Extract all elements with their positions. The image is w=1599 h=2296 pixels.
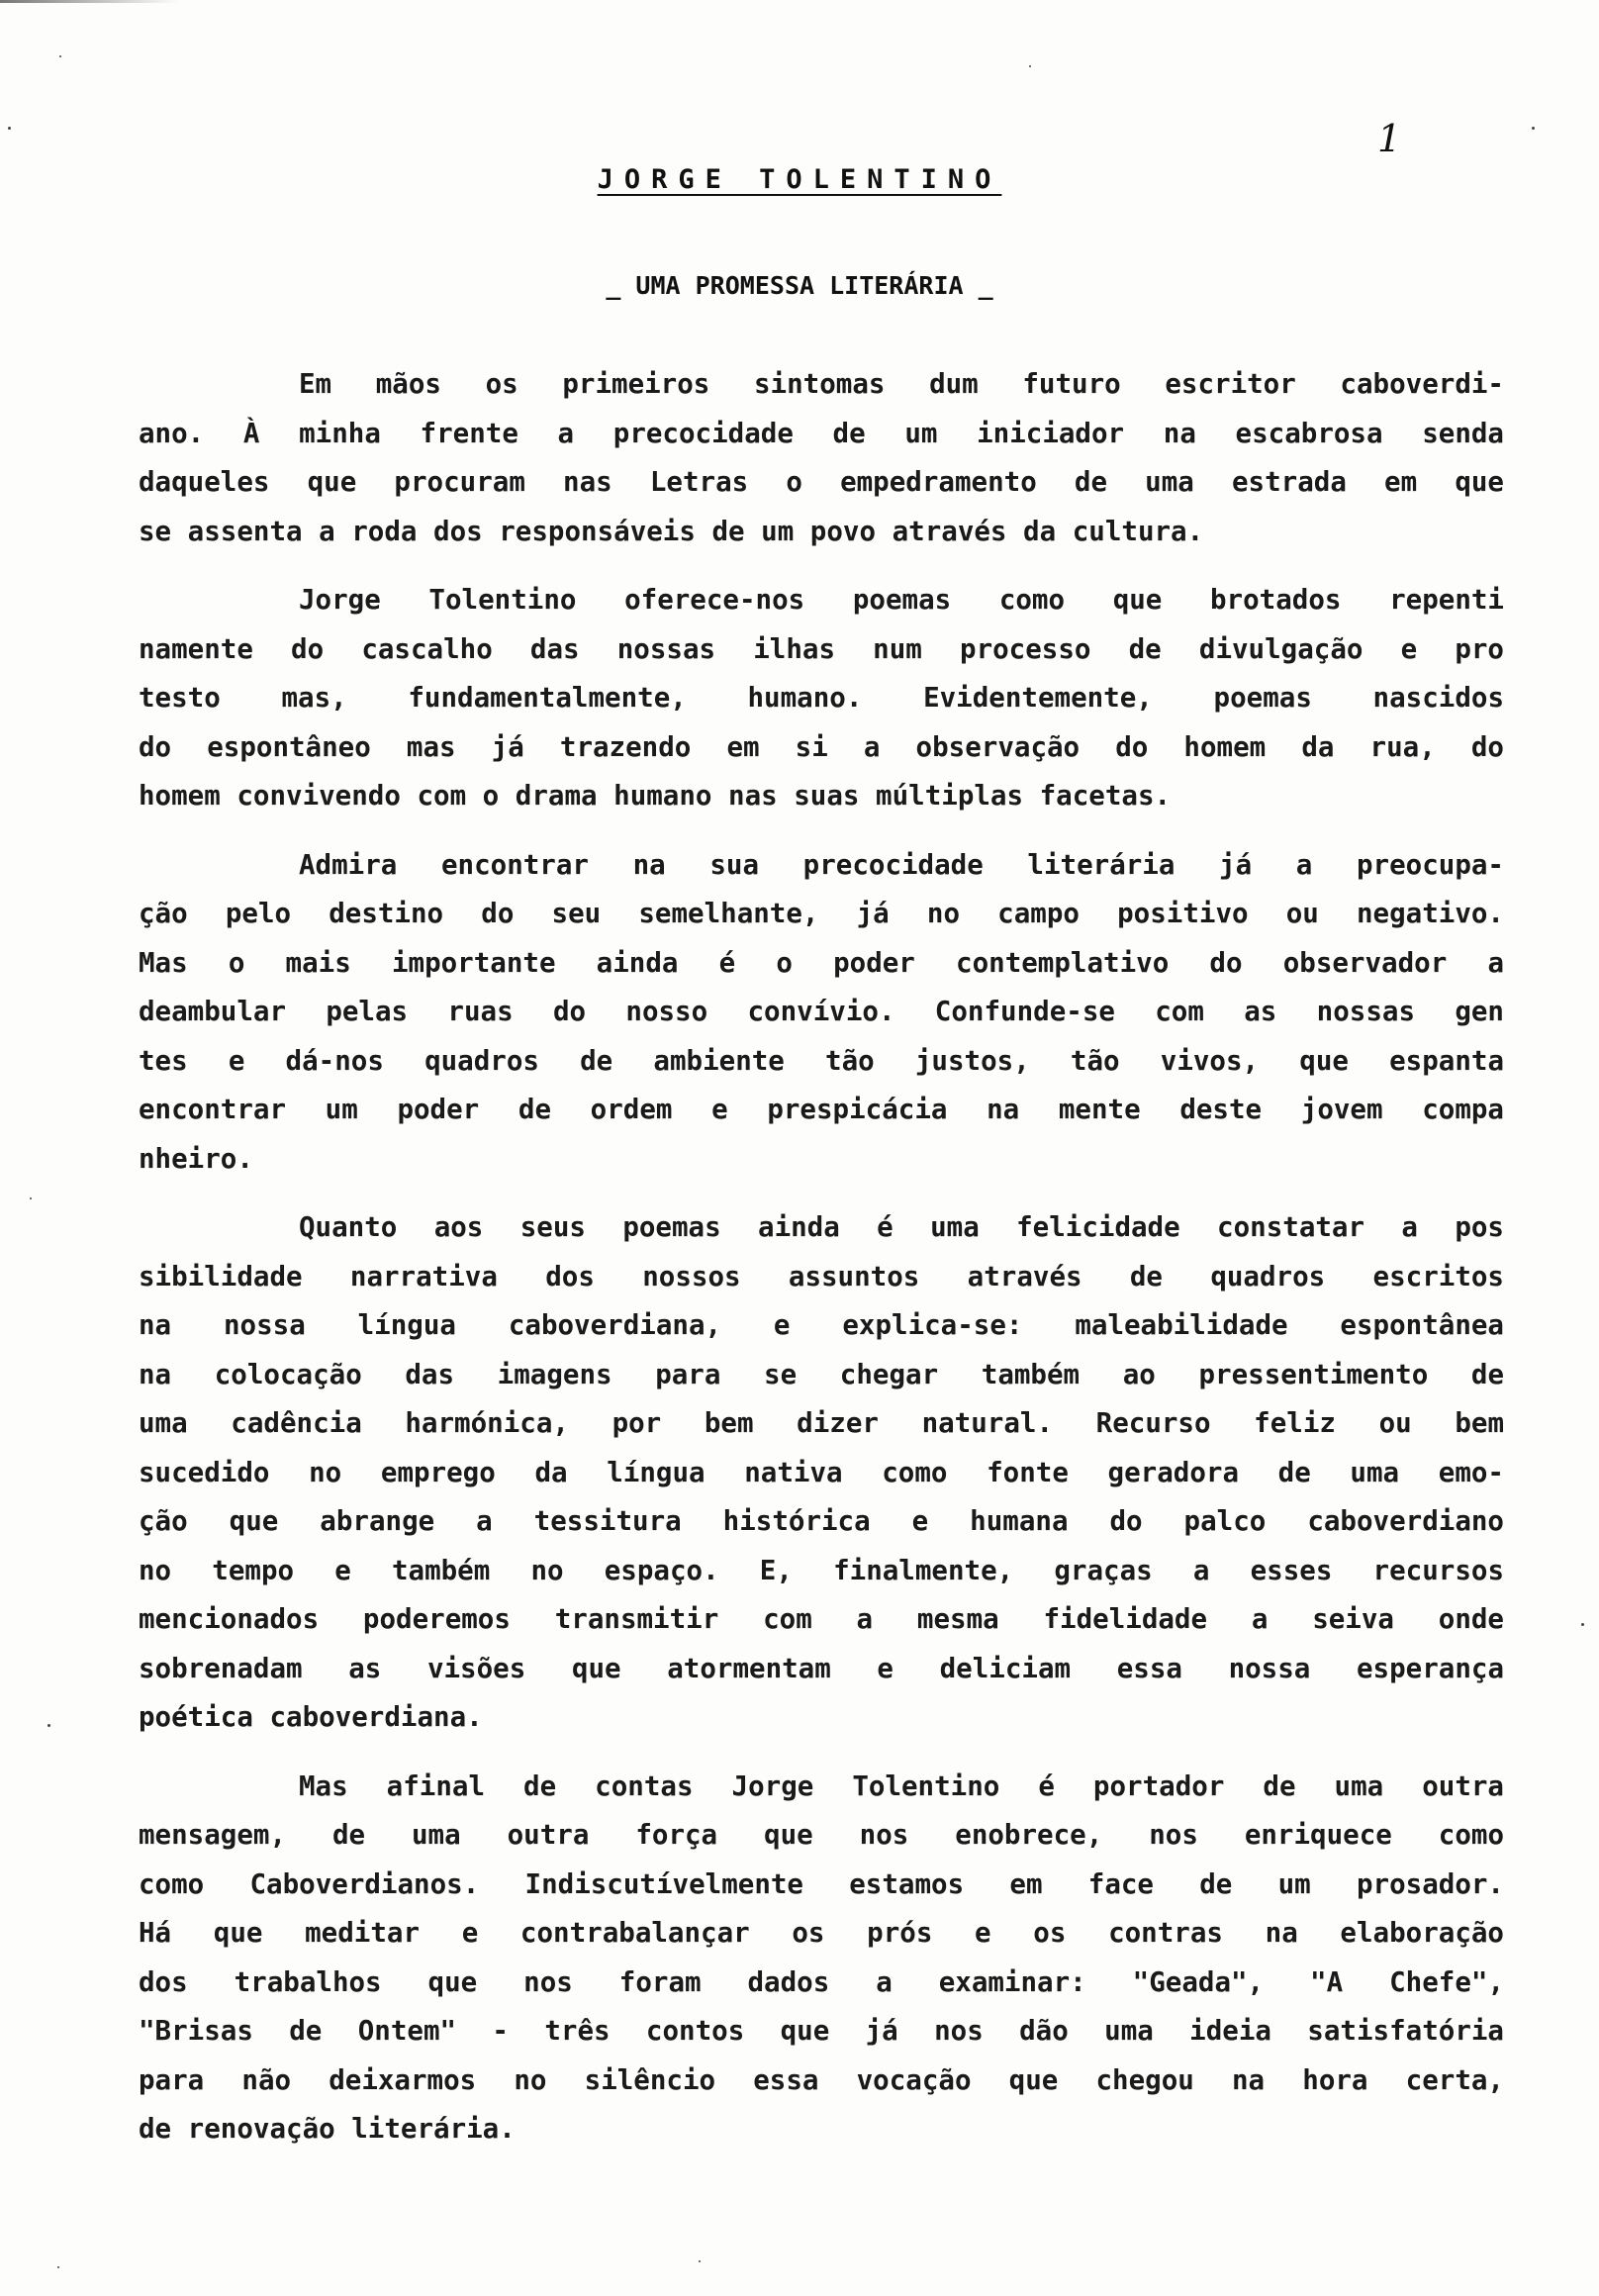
scan-speck (30, 1197, 32, 1199)
paragraph-3 (139, 841, 1504, 1185)
text-line: deambular pelas ruas do nosso convívio. Confunde-se com as nossas gen (139, 996, 1504, 1027)
text-line: homem convivendo com o drama humano nas suas múltiplas facetas. (139, 780, 1172, 812)
scan-edge-smudge (0, 0, 178, 3)
text-line: encontrar um poder de ordem e prespicácia na mente deste jovem compa (139, 1094, 1504, 1125)
text-line: como Caboverdianos. Indiscutívelmente estamos em face de um prosador. (139, 1867, 1504, 1900)
text-line: "Brisas de Ontem" - três contos que já nos dão uma ideia satisfatória (139, 2015, 1504, 2047)
text-line: se assenta a roda dos responsáveis de um povo através da cultura. (139, 515, 1204, 547)
text-line: Jorge Tolentino oferece-nos poemas como que brotados repenti (299, 584, 1504, 616)
text-line: Admira encontrar na sua precocidade literária já a preocupa- (299, 848, 1504, 881)
text-line: dos trabalhos que nos foram dados a examinar: "Geada", "A Chefe", (139, 1965, 1504, 1998)
text-line: daqueles que procuram nas Letras o empedramento de uma estrada em que (139, 466, 1504, 498)
text-line: Em mãos os primeiros sintomas dum futuro escritor caboverdi- (299, 368, 1504, 400)
scan-speck (8, 127, 11, 130)
scan-speck (699, 2260, 701, 2262)
paragraph-2 (139, 576, 1504, 821)
text-line: ano. À minha frente a precocidade de um iniciador na escabrosa senda (139, 417, 1504, 449)
paragraph-1 (139, 360, 1504, 556)
text-line: no tempo e também no espaço. E, finalmente, graças a esses recursos (139, 1554, 1504, 1586)
document-title: JORGE TOLENTINO (597, 164, 1002, 195)
text-line: ção que abrange a tessitura histórica e humana do palco caboverdiano (139, 1505, 1504, 1537)
text-line: do espontâneo mas já trazendo em si a observação do homem da rua, do (139, 730, 1504, 763)
text-line: Mas o mais importante ainda é o poder contemplativo do observador a (139, 946, 1504, 979)
document-body (139, 360, 1504, 2174)
scan-speck (57, 2266, 59, 2268)
text-line: na nossa língua caboverdiana, e explica-se: maleabilidade espontânea (139, 1309, 1504, 1341)
scan-speck (1029, 65, 1031, 67)
text-line: na colocação das imagens para se chegar também ao pressentimento de (139, 1358, 1504, 1390)
text-line: Há que meditar e contrabalançar os prós e os contras na elaboração (139, 1917, 1504, 1949)
paragraph-5 (139, 1763, 1504, 2154)
document-subtitle: _ UMA PROMESSA LITERÁRIA _ (606, 271, 993, 300)
text-line: mencionados poderemos transmitir com a mesma fidelidade a seiva onde (139, 1603, 1504, 1635)
text-line: ção pelo destino do seu semelhante, já no campo positivo ou negativo. (139, 898, 1504, 929)
scan-speck (1532, 127, 1535, 130)
text-line: para não deixarmos no silêncio essa vocação que chegou na hora certa, (139, 2063, 1504, 2096)
text-line: tes e dá-nos quadros de ambiente tão justos, tão vivos, que espanta (139, 1044, 1504, 1077)
text-line: uma cadência harmónica, por bem dizer natural. Recurso feliz ou bem (139, 1407, 1504, 1439)
scan-speck (59, 55, 61, 57)
text-line: nheiro. (139, 1142, 253, 1175)
text-line: sucedido no emprego da língua nativa como fonte geradora de uma emo- (139, 1456, 1504, 1488)
text-line: sobrenadam as visões que atormentam e deliciam essa nossa esperança (139, 1652, 1504, 1684)
text-line: Quanto aos seus poemas ainda é uma felicidade constatar a pos (299, 1211, 1504, 1243)
paragraph-4 (139, 1203, 1504, 1743)
scan-speck (47, 1724, 50, 1727)
text-line: namente do cascalho das nossas ilhas num processo de divulgação e pro (139, 632, 1504, 665)
text-line: sibilidade narrativa dos nossos assuntos através de quadros escritos (139, 1260, 1504, 1292)
text-line: Mas afinal de contas Jorge Tolentino é portador de uma outra (299, 1770, 1504, 1802)
text-line: testo mas, fundamentalmente, humano. Evidentemente, poemas nascidos (139, 682, 1504, 714)
scan-speck (1581, 1623, 1584, 1626)
text-line: poética caboverdiana. (139, 1701, 483, 1733)
text-line: mensagem, de uma outra força que nos enobrece, nos enriquece como (139, 1819, 1504, 1851)
page-number: 1 (1377, 117, 1402, 160)
text-line: de renovação literária. (139, 2113, 516, 2145)
